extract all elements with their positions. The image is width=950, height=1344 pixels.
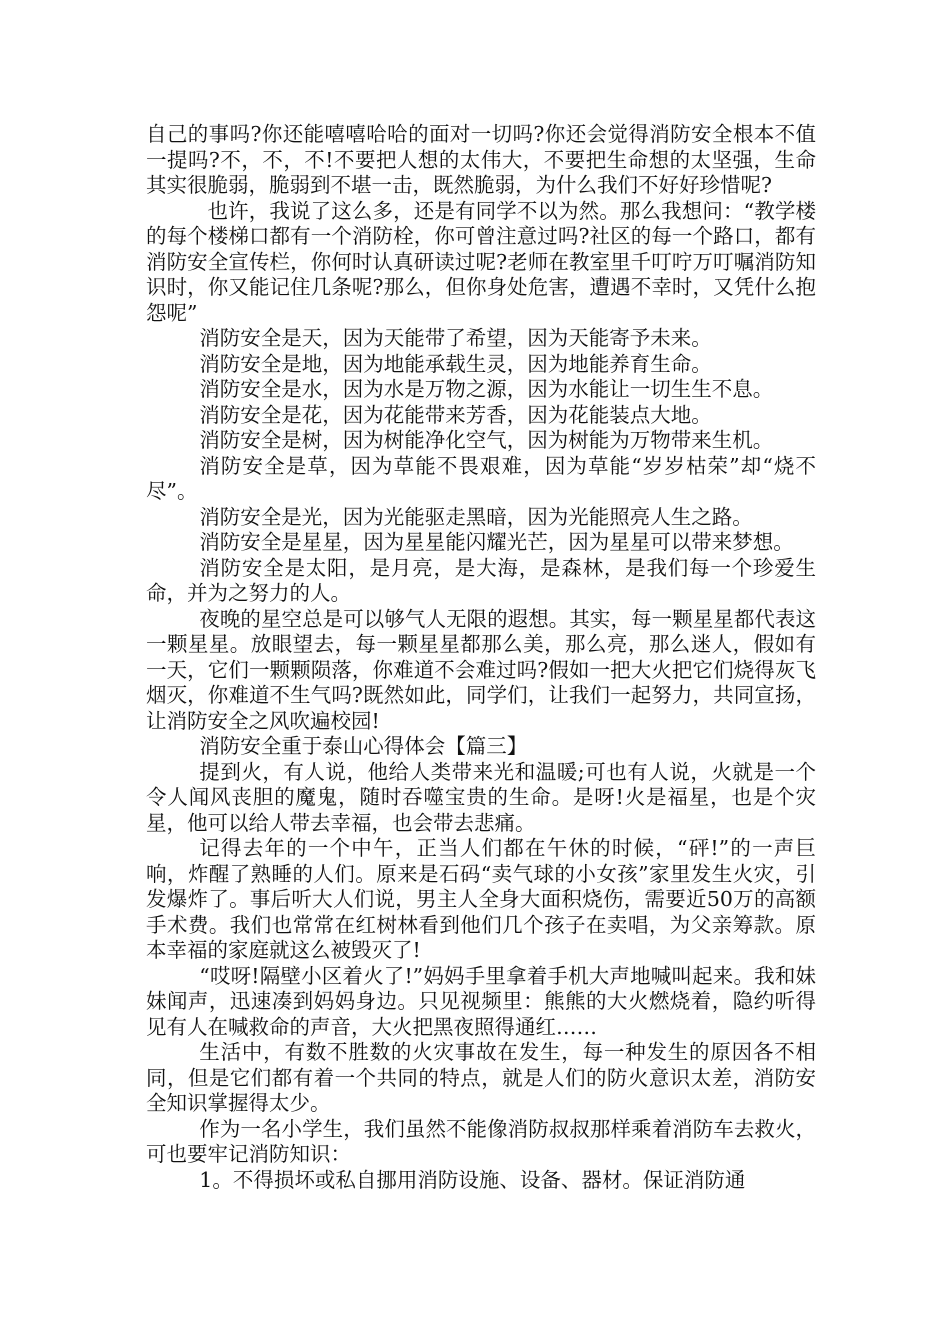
document-page bbox=[146, 122, 816, 1193]
paragraph: 生活中，有数不胜数的火灾事故在发生，每一种发生的原因各不相同，但是它们都有着一个共同的特点，就是人们的防火意识太差，消防安全知识掌握得太少。 bbox=[146, 1040, 816, 1115]
paragraph: 消防安全是草，因为草能不畏艰难，因为草能“岁岁枯荣”却“烧不尽”。 bbox=[146, 453, 816, 503]
paragraph: 作为一名小学生，我们虽然不能像消防叔叔那样乘着消防车去救火，可也要牢记消防知识： bbox=[146, 1116, 816, 1166]
list-item: 1。不得损坏或私自挪用消防设施、设备、器材。保证消防通 bbox=[199, 1167, 746, 1192]
paragraph: 夜晚的星空总是可以够气人无限的遐想。其实，每一颗星星都代表这一颗星星。放眼望去，每一颗星星都那么美，那么亮，那么迷人，假如有一天，它们一颗颗陨落，你难道不会难过吗?假如一把大火把它们烧得灰飞烟灭，你难道不生气吗?既然如此，同学们，让我们一起努力，共同宣扬，让消防安全之风吹遍校园! bbox=[146, 606, 816, 733]
paragraph: 自己的事吗?你还能嘻嘻哈哈的面对一切吗?你还会觉得消防安全根本不值一提吗?不，不，不!不要把人想的太伟大，不要把生命想的太坚强，生命其实很脆弱，脆弱到不堪一击，既然脆弱，为什么我们不好好珍惜呢? bbox=[146, 122, 816, 197]
paragraph: 记得去年的一个中午，正当人们都在午休的时候，“砰!”的一声巨响，炸醒了熟睡的人们。原来是石码“卖气球的小女孩”家里发生火灾，引发爆炸了。事后听大人们说，男主人全身大面积烧伤，需要近50万的高额手术费。我们也常常在红树林看到他们几个孩子在卖唱，为父亲筹款。原本幸福的家庭就这么被毁灭了! bbox=[146, 836, 816, 962]
paragraph: 消防安全是天，因为天能带了希望，因为天能寄予未来。 bbox=[199, 326, 712, 350]
paragraph: 消防安全是地，因为地能承载生灵，因为地能养育生命。 bbox=[199, 351, 712, 376]
paragraph: 也许，我说了这么多，还是有同学不以为然。那么我想问：“教学楼的每个楼梯口都有一个消防栓，你可曾注意过吗?社区的每一个路口，都有消防安全宣传栏，你何时认真研读过呢?老师在教室里千叮咛万叮嘱消防知识时，你又能记住几条呢?那么，但你身处危害，遭遇不幸时，又凭什么抱怨呢” bbox=[146, 198, 816, 325]
paragraph: 消防安全是光，因为光能驱走黑暗，因为光能照亮人生之路。 bbox=[199, 504, 753, 529]
paragraph: 提到火，有人说，他给人类带来光和温暖;可也有人说，火就是一个令人闻风丧胆的魔鬼，随时吞噬宝贵的生命。是呀!火是福星，也是个灾星，他可以给人带去幸福，也会带去悲痛。 bbox=[146, 759, 816, 835]
paragraph: 消防安全是花，因为花能带来芳香，因为花能装点大地。 bbox=[199, 402, 712, 427]
section-heading: 消防安全重于泰山心得体会【篇三】 bbox=[199, 734, 528, 758]
paragraph: 消防安全是树，因为树能净化空气，因为树能为万物带来生机。 bbox=[199, 428, 774, 452]
paragraph: 消防安全是水，因为水是万物之源，因为水能让一切生生不息。 bbox=[199, 377, 774, 401]
paragraph: 消防安全是太阳，是月亮，是大海，是森林，是我们每一个珍爱生命，并为之努力的人。 bbox=[146, 555, 816, 605]
paragraph: “哎呀!隔壁小区着火了!”妈妈手里拿着手机大声地喊叫起来。我和妹妹闻声，迅速凑到妈妈身边。只见视频里：熊熊的大火燃烧着，隐约听得见有人在喊救命的声音，大火把黑夜照得通红…… bbox=[146, 963, 816, 1039]
paragraph: 消防安全是星星，因为星星能闪耀光芒，因为星星可以带来梦想。 bbox=[199, 530, 794, 554]
